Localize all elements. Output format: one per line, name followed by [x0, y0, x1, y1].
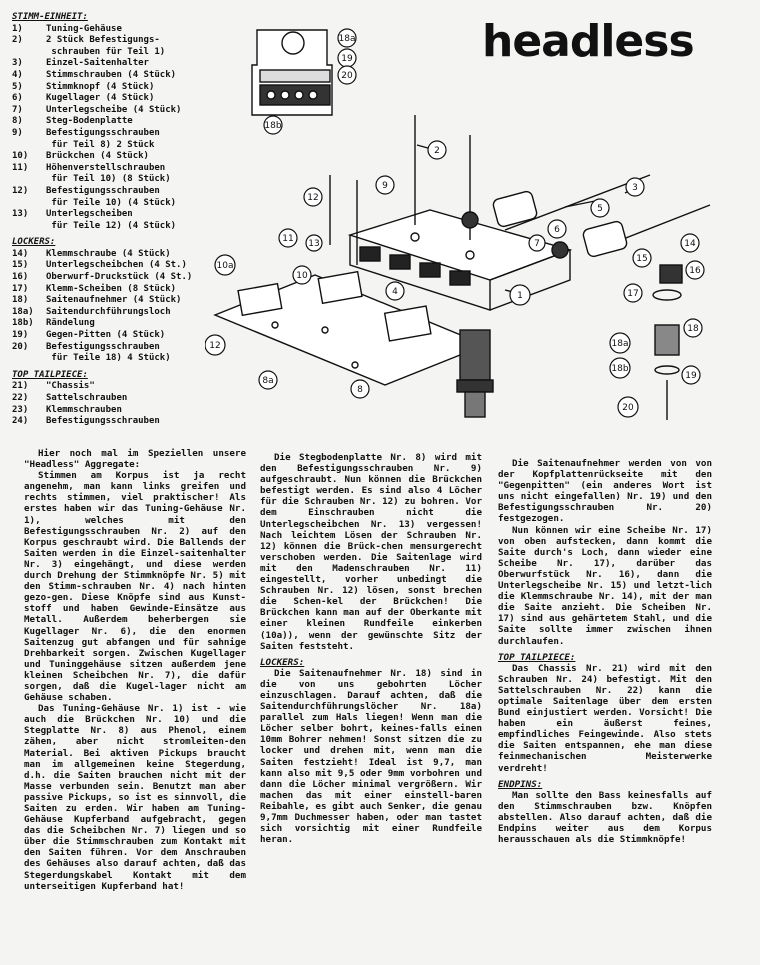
endpins-paragraph: Man sollte den Bass keinesfalls auf den Stimmschrauben bzw. Knöpfen abstellen. Also darauf achten, daß die Endpins weiter aus dem Korpus herausschauen als die Stimmknöpfe!	[498, 789, 712, 846]
tailpiece-paragraph: Das Chassis Nr. 21) wird mit den Schrauben Nr. 24) befestigt. Mit den Sattelschrauben Nr. 22) kann die optimale Saitenlage über dem ersten Bund einjustiert werden. Vorsicht! Die haben ein äußerst feines, empfindliches Feingewinde. Also stets die Saiten entspannen, ehe man diese feinmechanischen Meisterwerke verdreht!	[498, 662, 712, 774]
lockers-paragraph: Die Saitenaufnehmer Nr. 18) sind in die von uns gebohrten Löcher einzuschlagen. Darauf achten, daß die Saitendurchführungslöcher Nr. 18a) parallel zum Hals liegen! Wenn man die Löcher selber bohrt, keines-falls einen 10mm Bohrer nehmen! Sonst sitzen die zu locker und drehen mit, wenn man die Saiten festzieht! Ideal ist 9,7, man kann also mit 9,5 oder 9mm vorbohren und dann die Löcher minimal vergrößern. Wir machen das mit einer einstell-baren Reibahle, es gibt auch Senker, die genau 9,7mm Duchmesser haben, oder man tastet sich vorsichtig mit einer Rundfeile heran.	[260, 667, 482, 846]
exploded-parts-diagram	[205, 25, 725, 435]
svg-text:10a: 10a	[216, 261, 234, 271]
lockers-heading: LOCKERS:	[12, 237, 56, 248]
part-number: 6)	[12, 93, 23, 104]
part-description: Unterlegscheiben für Teile 12) (4 Stück)	[46, 209, 177, 231]
part-description: Befestigungsschrauben für Teile 18) 4 Stück)	[46, 341, 171, 364]
part-number: 1)	[12, 23, 23, 34]
part-number: 3)	[12, 58, 23, 69]
svg-text:12: 12	[307, 193, 319, 203]
part-description: Unterlegscheibe (4 Stück)	[46, 104, 182, 115]
part-description: Befestigungsschrauben für Teil 8) 2 Stück	[46, 127, 160, 150]
svg-text:13: 13	[308, 239, 320, 249]
part-number: 4)	[12, 69, 23, 80]
part-description: Saitendurchführungsloch	[46, 306, 171, 317]
part-number: 18a)	[12, 306, 34, 317]
part-description: Stimmknopf (4 Stück)	[46, 81, 155, 92]
part-number: 20)	[12, 341, 29, 352]
part-number: 18b)	[12, 318, 34, 329]
part-description: Gegen-Pitten (4 Stück)	[46, 330, 166, 341]
svg-text:10: 10	[296, 271, 308, 281]
part-number: 23)	[12, 404, 29, 415]
part-description: Klemmschraube (4 Stück)	[46, 248, 171, 259]
svg-text:20: 20	[341, 71, 353, 81]
svg-text:18a: 18a	[611, 339, 629, 349]
part-number: 24)	[12, 416, 29, 427]
part-description: Unterlegscheibchen (4 St.)	[46, 260, 187, 271]
part-description: Kugellager (4 Stück)	[46, 93, 155, 104]
part-description: Befestigungsschrauben	[46, 416, 160, 427]
svg-text:4: 4	[392, 287, 398, 297]
washer-paragraph: Nun können wir eine Scheibe Nr. 17) von oben aufstecken, dann kommt die Saite durch's Loch, dann wieder eine Scheibe Nr. 17), darüber das Oberwurfstück Nr. 16), dann die Unterlegscheibe Nr. 15) und letzt-lich die Klemmschraube Nr. 14), mit der man die Saite anzieht. Die Scheiben Nr. 17) sind aus gehärtetem Stahl, und die Saite sollte immer zwischen ihnen durchlaufen.	[498, 524, 712, 647]
part-number: 12)	[12, 185, 29, 196]
svg-text:3: 3	[632, 183, 638, 193]
part-number: 2)	[12, 35, 23, 46]
svg-text:18: 18	[687, 324, 699, 334]
housing-paragraph: Das Tuning-Gehäuse Nr. 1) ist - wie auch die Brückchen Nr. 10) und die Stegplatte Nr. 8) aus Phenol, einem zähen, aber nicht stromleiten-den Material. Bei aktiven Pickups braucht man im allgemeinen keine Stegerdung, d.h. die Saiten brauchen nicht mit der Masse verbunden sein. Benutzt man aber passive Pickups, so ist es sinnvoll, die Saiten zu erden. Wir haben am Tuning-Gehäuse Kupferband aufgebracht, gegen das die Scheibchen Nr. 7) liegen und so über die Stimmschrauben zum Kontakt mit den Saiten führen. Vor dem Anschrauben des Gehäuses also darauf achten, daß das Stegerdungskabel Kontakt mit dem unterseitigen Kupferband hat!	[24, 703, 246, 892]
headless-logo: headless	[482, 16, 694, 67]
part-number: 14)	[12, 248, 29, 259]
text-column-1	[24, 448, 246, 892]
baseplate-paragraph: Die Stegbodenplatte Nr. 8) wird mit den Befestigungsschrauben Nr. 9) aufgeschraubt. Nun können die Brückchen befestigt werden. Es sind also 4 Löcher für die Schrauben Nr. 12) zu bohren. Vor dem Einschrauben nicht die Unterlegscheibchen Nr. 13) vergessen! Nach leichtem Lösen der Schrauben Nr. 12) können die Brück-chen mensurgerecht verschoben werden. Die Saitenlage wird mit den Madenschrauben Nr. 11) eingestellt, vorher unbedingt die Schrauben Nr. 12) lösen, sonst brechen die Schen-kel der Brückchen! Die Brückchen kann man auf der Oberkante mit einer kleinen Rundfeile einkerben (10a)), wenn der gewünschte Sitz der Saiten feststeht.	[260, 452, 482, 652]
tuning-paragraph: Stimmen am Korpus ist ja recht angenehm, man kann links greifen und rechts stimmen, viel praktischer! Als erstes haben wir das Tuning-Gehäuse Nr. 1), welches mit den Befestigungsschrauben Nr. 2) auf den Korpus geschraubt wird. Die Ballends der Saiten werden in die Einzel-saitenhalter Nr. 3) eingehängt, und diese werden durch Drehung der Stimmknöpfe Nr. 5) mit den Stimm-schrauben Nr. 4) nach hinten gezo-gen. Diese Knöpfe sind aus Kunst-stoff und haben Gewinde-Einsätze aus Metall. Außerdem beherbergen sie Kugellager Nr. 6), die den enormen Saitenzug gut abfangen und für sahnige Drehbarkeit sorgen. Zwischen Kugellager und Tuninggehäuse sitzen außerdem jene kleinen Scheibchen Nr. 7), die dafür sorgen, daß die Kugel-lager nicht am Gehäuse schaben.	[24, 470, 246, 704]
part-description: Brückchen (4 Stück)	[46, 151, 149, 162]
part-description: Tuning-Gehäuse	[46, 23, 122, 34]
svg-text:9: 9	[382, 181, 388, 191]
part-number: 18)	[12, 295, 29, 306]
part-number: 22)	[12, 393, 29, 403]
part-description: Stimmschrauben (4 Stück)	[46, 69, 177, 80]
svg-text:8: 8	[357, 385, 363, 395]
svg-text:5: 5	[597, 204, 603, 214]
top-tailpiece-section-heading: TOP TAILPIECE:	[498, 651, 576, 663]
string-holder-paragraph: Die Saitenaufnehmer werden von von der Kopfplattenrückseite mit den "Gegenpitten" (ein anderes Wort ist uns nicht eingefallen) Nr. 19) und den Befestigungsschrauben Nr. 20) festgezogen.	[498, 458, 712, 525]
part-number: 13)	[12, 209, 29, 220]
locker-drawing	[457, 265, 682, 420]
part-description: Höhenverstellschrauben für Teil 10) (8 Stück)	[46, 162, 171, 185]
top-tailpiece-heading: TOP TAILPIECE:	[12, 369, 88, 380]
svg-text:18b: 18b	[264, 121, 282, 131]
svg-text:7: 7	[534, 239, 540, 249]
part-number: 15)	[12, 260, 29, 271]
svg-text:17: 17	[627, 289, 639, 299]
svg-text:2: 2	[434, 146, 440, 156]
part-description: Sattelschrauben	[46, 393, 128, 403]
svg-text:1: 1	[517, 291, 523, 301]
text-column-2	[260, 452, 482, 845]
svg-text:15: 15	[636, 254, 648, 264]
text-column-3	[498, 458, 712, 845]
lockers-section-heading: LOCKERS:	[260, 656, 305, 668]
intro-paragraph: Hier noch mal im Speziellen unsere "Headless" Aggregate:	[24, 448, 246, 471]
part-number: 11)	[12, 162, 29, 173]
svg-text:19: 19	[685, 371, 697, 381]
part-description: "Chassis"	[46, 381, 95, 392]
part-number: 8)	[12, 116, 23, 127]
svg-text:18a: 18a	[338, 34, 356, 44]
part-description: Saitenaufnehmer (4 Stück)	[46, 295, 182, 306]
part-number: 17)	[12, 283, 29, 294]
svg-text:6: 6	[554, 225, 560, 235]
part-description: Oberwurf-Druckstück (4 St.)	[46, 272, 193, 283]
stimm-einheit-heading: STIMM-EINHEIT:	[12, 12, 88, 22]
svg-text:8a: 8a	[262, 376, 274, 386]
part-description: Einzel-Saitenhalter	[46, 58, 149, 69]
part-number: 21)	[12, 381, 29, 392]
svg-text:11: 11	[282, 234, 294, 244]
part-number: 5)	[12, 81, 23, 92]
tuning-housing-drawing	[350, 210, 570, 310]
part-description: Klemmschrauben	[46, 404, 122, 415]
svg-text:12: 12	[209, 341, 221, 351]
svg-text:18b: 18b	[611, 364, 629, 374]
svg-text:19: 19	[341, 54, 353, 64]
part-number: 19)	[12, 330, 29, 341]
part-number: 16)	[12, 272, 29, 283]
part-description: Befestigungsschrauben für Teile 10) (4 Stück)	[46, 185, 177, 208]
endpins-section-heading: ENDPINS:	[498, 778, 543, 790]
svg-text:16: 16	[689, 266, 701, 276]
part-number: 7)	[12, 104, 23, 115]
part-description: Rändelung	[46, 318, 95, 329]
top-tailpiece-drawing	[252, 30, 332, 115]
part-description: Steg-Bodenplatte	[46, 116, 133, 127]
part-description: 2 Stück Befestigungs- schrauben für Teil 1)	[46, 35, 166, 57]
part-number: 10)	[12, 151, 29, 162]
part-description: Klemm-Scheiben (8 Stück)	[46, 283, 177, 294]
svg-text:14: 14	[684, 239, 696, 249]
svg-text:20: 20	[622, 403, 634, 413]
part-number: 9)	[12, 127, 23, 138]
